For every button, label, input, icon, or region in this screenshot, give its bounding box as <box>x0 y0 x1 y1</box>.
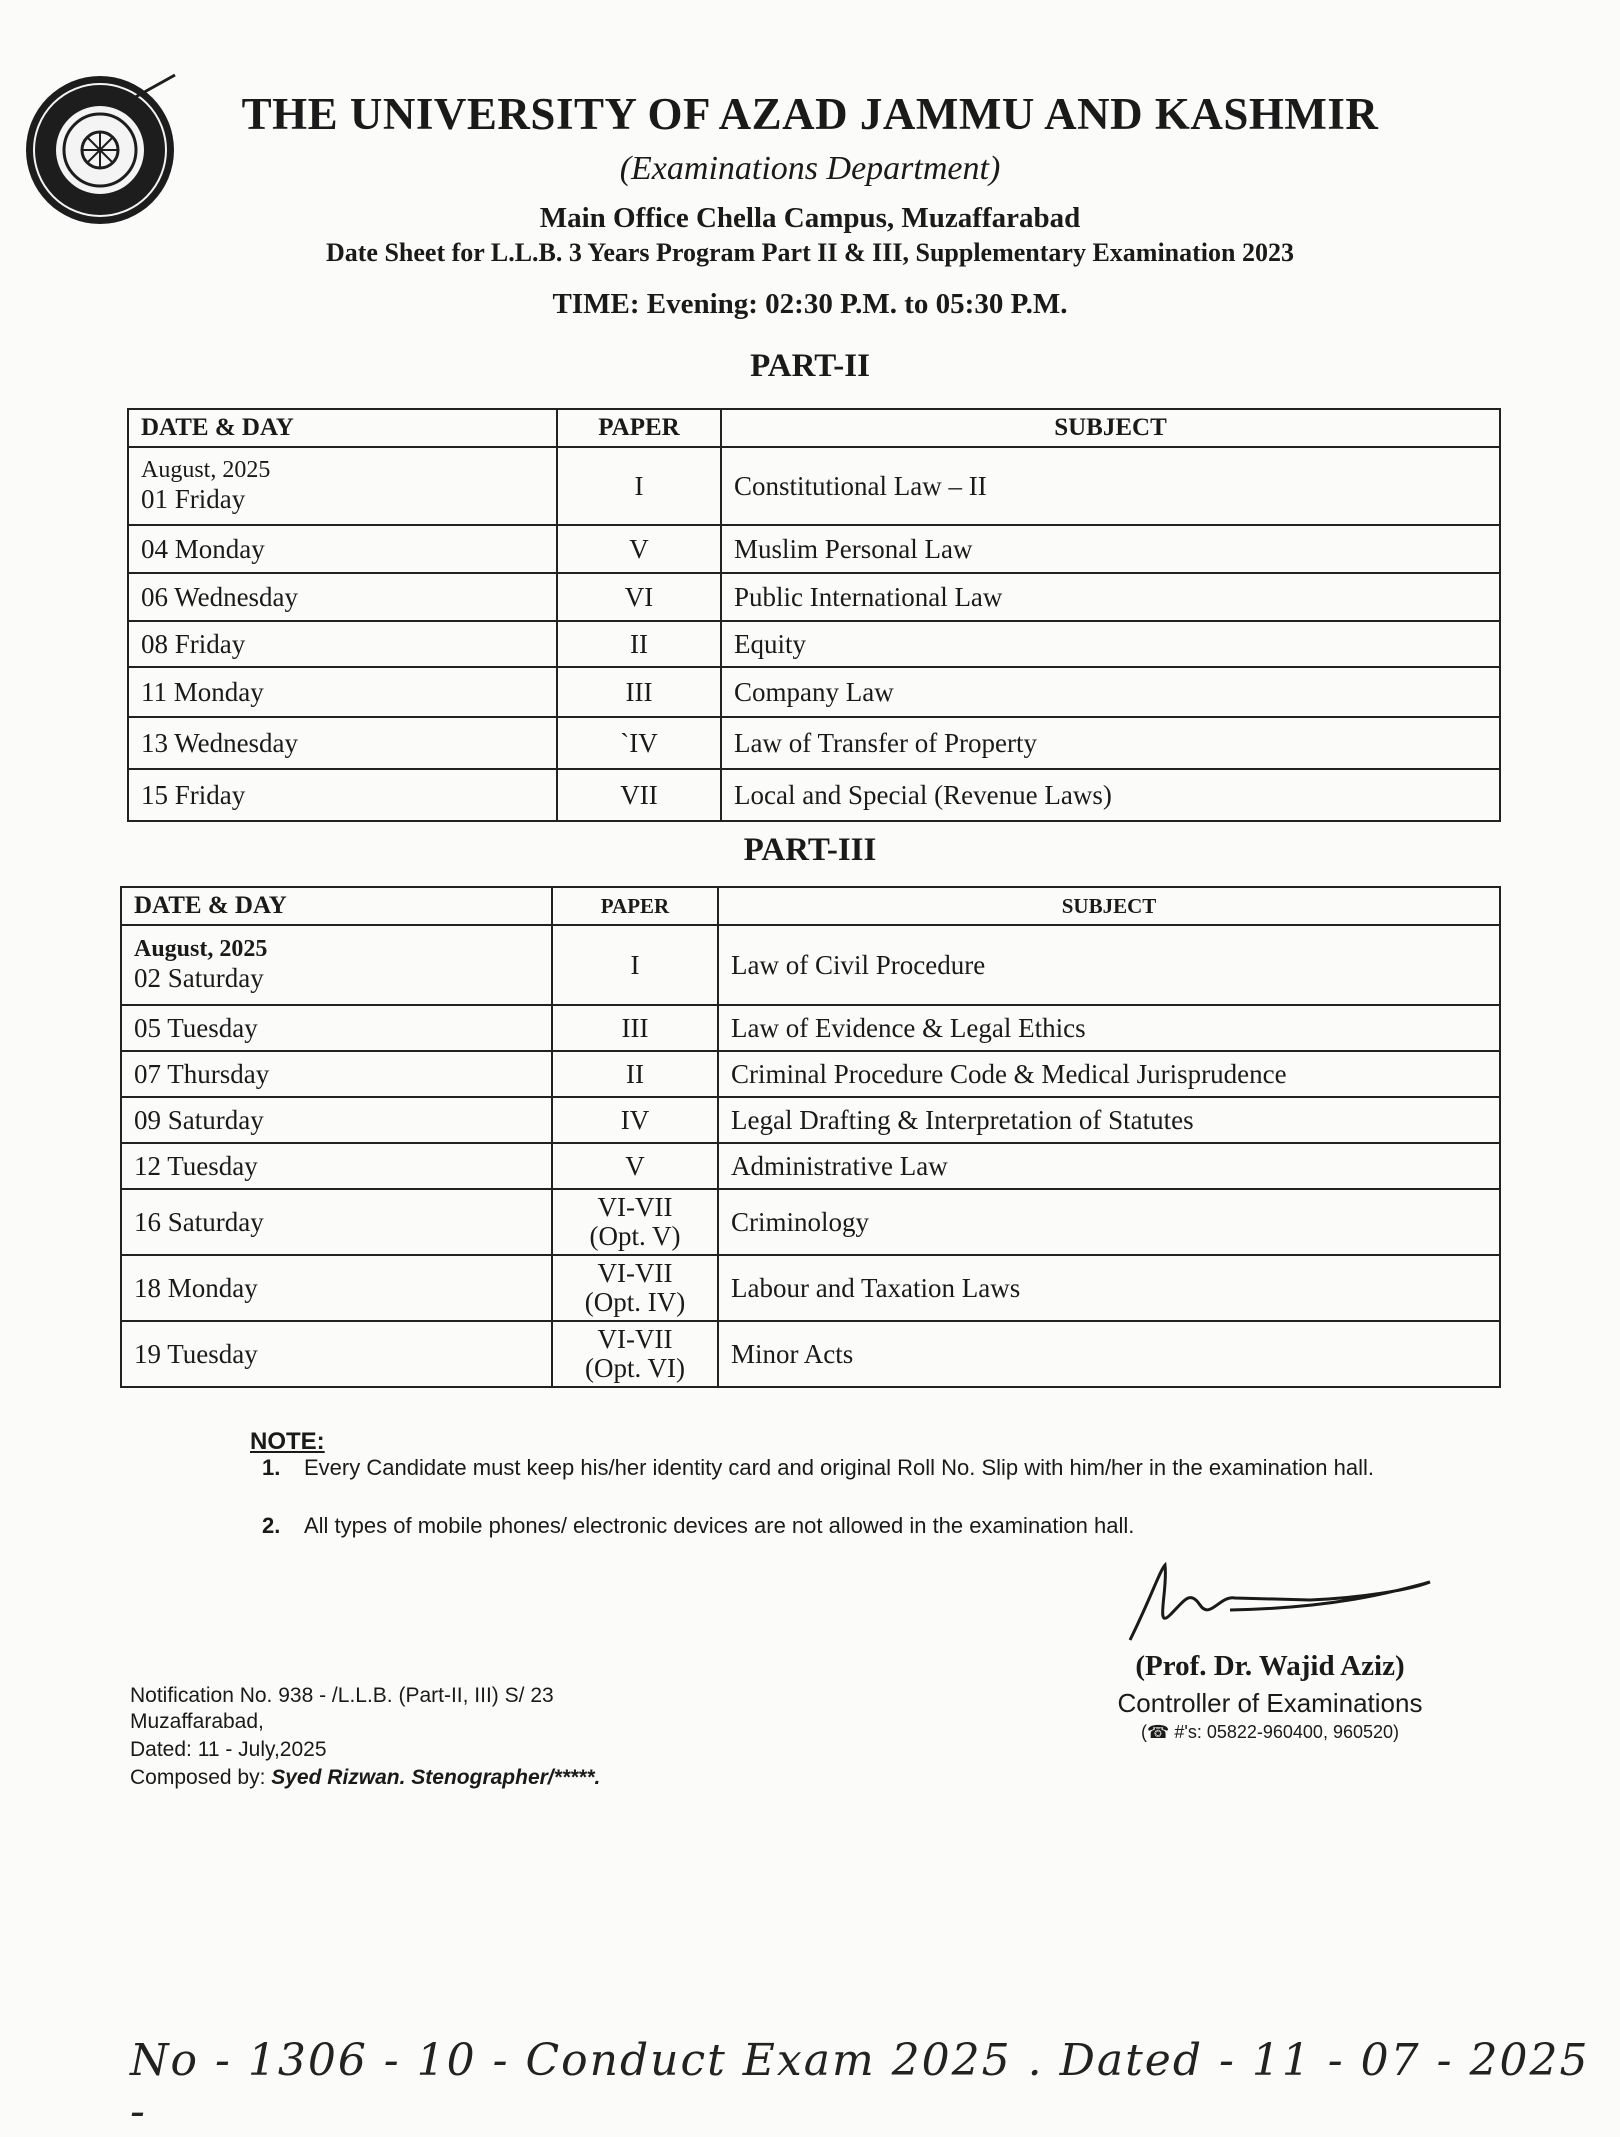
col-subject: SUBJECT <box>721 409 1500 447</box>
paper-cell: VI <box>557 573 721 621</box>
note-heading <box>250 1428 325 1456</box>
paper-option: (Opt. VI) <box>585 1353 685 1383</box>
department-name: (Examinations Department) <box>619 150 1001 187</box>
paper-cell <box>552 1255 718 1321</box>
composed-by <box>130 1766 600 1790</box>
day-label: 16 Saturday <box>121 1189 552 1255</box>
subject-cell: Criminology <box>718 1189 1500 1255</box>
day-label: 19 Tuesday <box>121 1321 552 1387</box>
day-label: 05 Tuesday <box>121 1005 552 1051</box>
table-row <box>121 1255 1500 1321</box>
col-paper: PAPER <box>552 887 718 925</box>
subject-cell: Law of Civil Procedure <box>718 925 1500 1005</box>
subject-cell: Administrative Law <box>718 1143 1500 1189</box>
day-label: 13 Wednesday <box>128 717 557 769</box>
date-cell <box>128 447 557 525</box>
note-item <box>262 1512 1384 1539</box>
col-date-day: DATE & DAY <box>128 409 557 447</box>
exam-time: TIME: Evening: 02:30 P.M. to 05:30 P.M. <box>552 288 1068 320</box>
day-label: 12 Tuesday <box>121 1143 552 1189</box>
paper-cell <box>552 1189 718 1255</box>
day-label: 04 Monday <box>128 525 557 573</box>
subject-cell: Constitutional Law – II <box>721 447 1500 525</box>
university-title: THE UNIVERSITY OF AZAD JAMMU AND KASHMIR <box>241 89 1379 139</box>
table-row <box>121 1321 1500 1387</box>
subject-cell: Criminal Procedure Code & Medical Jurisprudence <box>718 1051 1500 1097</box>
day-label: 02 Saturday <box>134 963 264 993</box>
day-label: 15 Friday <box>128 769 557 821</box>
table-row <box>121 1097 1500 1143</box>
note-item <box>262 1454 1384 1481</box>
paper-cell: III <box>557 667 721 717</box>
composed-name: Syed Rizwan. Stenographer/*****. <box>271 1766 601 1789</box>
table-row <box>128 621 1500 667</box>
col-subject: SUBJECT <box>718 887 1500 925</box>
col-paper: PAPER <box>557 409 721 447</box>
day-label: 18 Monday <box>121 1255 552 1321</box>
office-address: Main Office Chella Campus, Muzaffarabad <box>539 202 1081 234</box>
note-text: All types of mobile phones/ electronic devices are not allowed in the examination hall. <box>304 1513 1135 1538</box>
paper-cell: I <box>552 925 718 1005</box>
table-row <box>128 573 1500 621</box>
table-row <box>128 769 1500 821</box>
note-heading-label: NOTE: <box>250 1428 325 1455</box>
subject-cell: Local and Special (Revenue Laws) <box>721 769 1500 821</box>
day-label: 09 Saturday <box>121 1097 552 1143</box>
table-row <box>128 447 1500 525</box>
paper-cell: `IV <box>557 717 721 769</box>
paper-option: (Opt. V) <box>589 1221 681 1251</box>
university-seal <box>20 70 180 230</box>
part-ii-title: PART-II <box>750 348 870 384</box>
signatory-name: (Prof. Dr. Wajid Aziz) <box>1135 1650 1405 1682</box>
day-label: 08 Friday <box>128 621 557 667</box>
notification-number: Notification No. 938 - /L.L.B. (Part-II, III) S/ 23 <box>130 1684 554 1707</box>
notification-place: Muzaffarabad, <box>130 1710 264 1733</box>
table-row <box>128 717 1500 769</box>
paper-cell: VII <box>557 769 721 821</box>
table-row <box>128 525 1500 573</box>
col-date-day: DATE & DAY <box>121 887 552 925</box>
table-row <box>121 925 1500 1005</box>
note-number: 1. <box>262 1455 281 1480</box>
subject-cell: Law of Evidence & Legal Ethics <box>718 1005 1500 1051</box>
composed-label: Composed by: <box>130 1766 266 1789</box>
paper-cell: III <box>552 1005 718 1051</box>
table-row <box>128 667 1500 717</box>
paper-cell: I <box>557 447 721 525</box>
day-label: 11 Monday <box>128 667 557 717</box>
paper-option: (Opt. IV) <box>584 1287 686 1317</box>
subject-cell: Legal Drafting & Interpretation of Statutes <box>718 1097 1500 1143</box>
table-row <box>121 1005 1500 1051</box>
subject-cell: Labour and Taxation Laws <box>718 1255 1500 1321</box>
paper-cell: IV <box>552 1097 718 1143</box>
paper-cell: V <box>557 525 721 573</box>
signatory-title: Controller of Examinations <box>1117 1688 1423 1718</box>
table-row <box>121 1143 1500 1189</box>
part-iii-table <box>120 886 1501 1388</box>
paper-label: VI-VII <box>597 1324 673 1354</box>
table-row <box>121 1051 1500 1097</box>
month-label: August, 2025 <box>134 936 268 962</box>
subject-cell: Company Law <box>721 667 1500 717</box>
table-row <box>121 1189 1500 1255</box>
subject-cell: Equity <box>721 621 1500 667</box>
date-sheet-title: Date Sheet for L.L.B. 3 Years Program Part II & III, Supplementary Examination 2023 <box>326 238 1294 267</box>
paper-label: VI-VII <box>597 1258 673 1288</box>
paper-cell: II <box>552 1051 718 1097</box>
part-ii-table <box>127 408 1501 822</box>
signature-image <box>1110 1560 1450 1650</box>
paper-cell <box>552 1321 718 1387</box>
subject-cell: Public International Law <box>721 573 1500 621</box>
paper-label: VI-VII <box>597 1192 673 1222</box>
note-text: Every Candidate must keep his/her identity card and original Roll No. Slip with him/her in the examination hall. <box>304 1455 1374 1480</box>
day-label: 07 Thursday <box>121 1051 552 1097</box>
handwritten-note: No - 1306 - 10 - Conduct Exam 2025 . Dated - 11 - 07 - 2025 - <box>130 2035 1590 2137</box>
note-number: 2. <box>262 1513 281 1538</box>
part-iii-title: PART-III <box>743 832 877 868</box>
day-label: 01 Friday <box>141 484 246 514</box>
day-label: 06 Wednesday <box>128 573 557 621</box>
signatory-phone: (☎ #'s: 05822-960400, 960520) <box>1140 1722 1400 1742</box>
date-cell <box>121 925 552 1005</box>
subject-cell: Minor Acts <box>718 1321 1500 1387</box>
notification-date: Dated: 11 - July,2025 <box>130 1738 327 1761</box>
paper-cell: V <box>552 1143 718 1189</box>
paper-cell: II <box>557 621 721 667</box>
subject-cell: Law of Transfer of Property <box>721 717 1500 769</box>
subject-cell: Muslim Personal Law <box>721 525 1500 573</box>
month-label: August, 2025 <box>141 457 271 483</box>
